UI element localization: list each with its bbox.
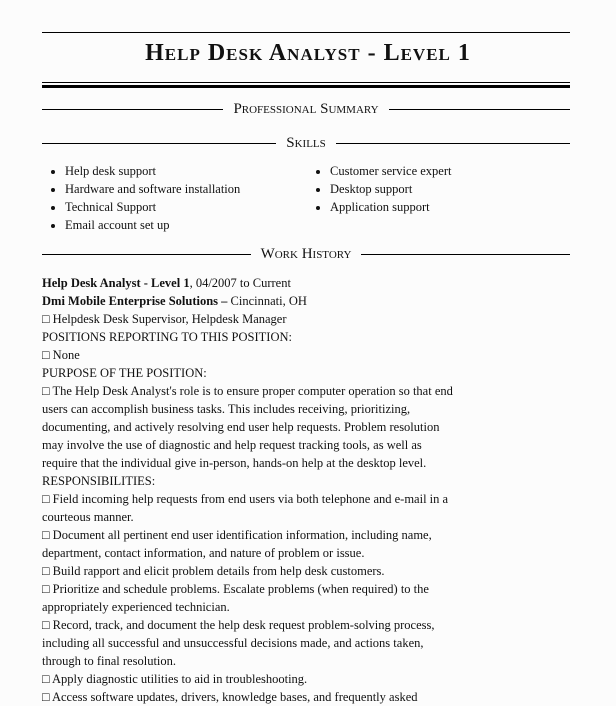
description-line: □ Access software updates, drivers, knowledge bases, and frequently asked xyxy=(42,690,418,704)
job-description xyxy=(42,310,570,706)
description-line: documenting, and actively resolving end user help requests. Problem resolution xyxy=(42,420,440,434)
description-line: □ Apply diagnostic utilities to aid in troubleshooting. xyxy=(42,672,308,686)
description-line: may involve the use of diagnostic and help request tracking tools, as well as xyxy=(42,438,422,452)
section-heading: Professional Summary xyxy=(233,101,379,117)
description-line: PURPOSE OF THE POSITION: xyxy=(42,366,207,380)
description-line: POSITIONS REPORTING TO THIS POSITION: xyxy=(42,330,292,344)
skills-list xyxy=(42,162,570,234)
skill-item: • Desktop support xyxy=(330,180,451,198)
section-heading: Work History xyxy=(260,246,352,262)
title-rule-thin xyxy=(42,82,570,83)
work-history-entry xyxy=(42,274,570,706)
title-rule-thick xyxy=(42,85,570,88)
description-line: RESPONSIBILITIES: xyxy=(42,474,156,488)
company-name: Dmi Mobile Enterprise Solutions – xyxy=(42,294,228,308)
description-line: through to final resolution. xyxy=(42,654,177,668)
section-skills xyxy=(42,135,570,152)
description-line: □ Document all pertinent end user identification information, including name, xyxy=(42,528,432,542)
description-line: □ The Help Desk Analyst's role is to ensure proper computer operation so that end xyxy=(42,384,453,398)
description-line: including all successful and unsuccessful decisions made, and actions taken, xyxy=(42,636,424,650)
page-title: Help Desk Analyst - Level 1 xyxy=(145,40,471,66)
description-line: □ Field incoming help requests from end users via both telephone and e-mail in a xyxy=(42,492,449,506)
company-line xyxy=(42,292,570,310)
skill-item: • Technical Support xyxy=(65,198,307,216)
description-line: □ Record, track, and document the help desk request problem-solving process, xyxy=(42,618,435,632)
skills-column-right xyxy=(307,162,451,234)
job-title: Help Desk Analyst - Level 1 xyxy=(42,276,190,290)
description-line: □ Build rapport and elicit problem details from help desk customers. xyxy=(42,564,385,578)
job-dates: , 04/2007 to Current xyxy=(189,276,291,290)
section-work-history xyxy=(42,246,570,263)
description-line: courteous manner. xyxy=(42,510,134,524)
section-heading: Skills xyxy=(286,135,326,151)
skill-item: • Hardware and software installation xyxy=(65,180,307,198)
description-line: require that the individual give in-person, hands-on help at the desktop level. xyxy=(42,456,427,470)
description-line: □ Helpdesk Desk Supervisor, Helpdesk Manager xyxy=(42,312,287,326)
skill-item: • Email account set up xyxy=(65,216,307,234)
skills-column-left xyxy=(42,162,307,234)
job-location: Cincinnati, OH xyxy=(227,294,307,308)
job-header xyxy=(42,274,570,292)
skill-item: • Customer service expert xyxy=(330,162,451,180)
skill-item: • Help desk support xyxy=(65,162,307,180)
description-line: □ None xyxy=(42,348,80,362)
description-line: appropriately experienced technician. xyxy=(42,600,230,614)
description-line: □ Prioritize and schedule problems. Escalate problems (when required) to the xyxy=(42,582,429,596)
top-rule xyxy=(42,32,570,33)
description-line: department, contact information, and nature of problem or issue. xyxy=(42,546,365,560)
description-line: users can accomplish business tasks. This includes receiving, prioritizing, xyxy=(42,402,411,416)
skill-item: • Application support xyxy=(330,198,451,216)
section-professional-summary xyxy=(42,101,570,118)
